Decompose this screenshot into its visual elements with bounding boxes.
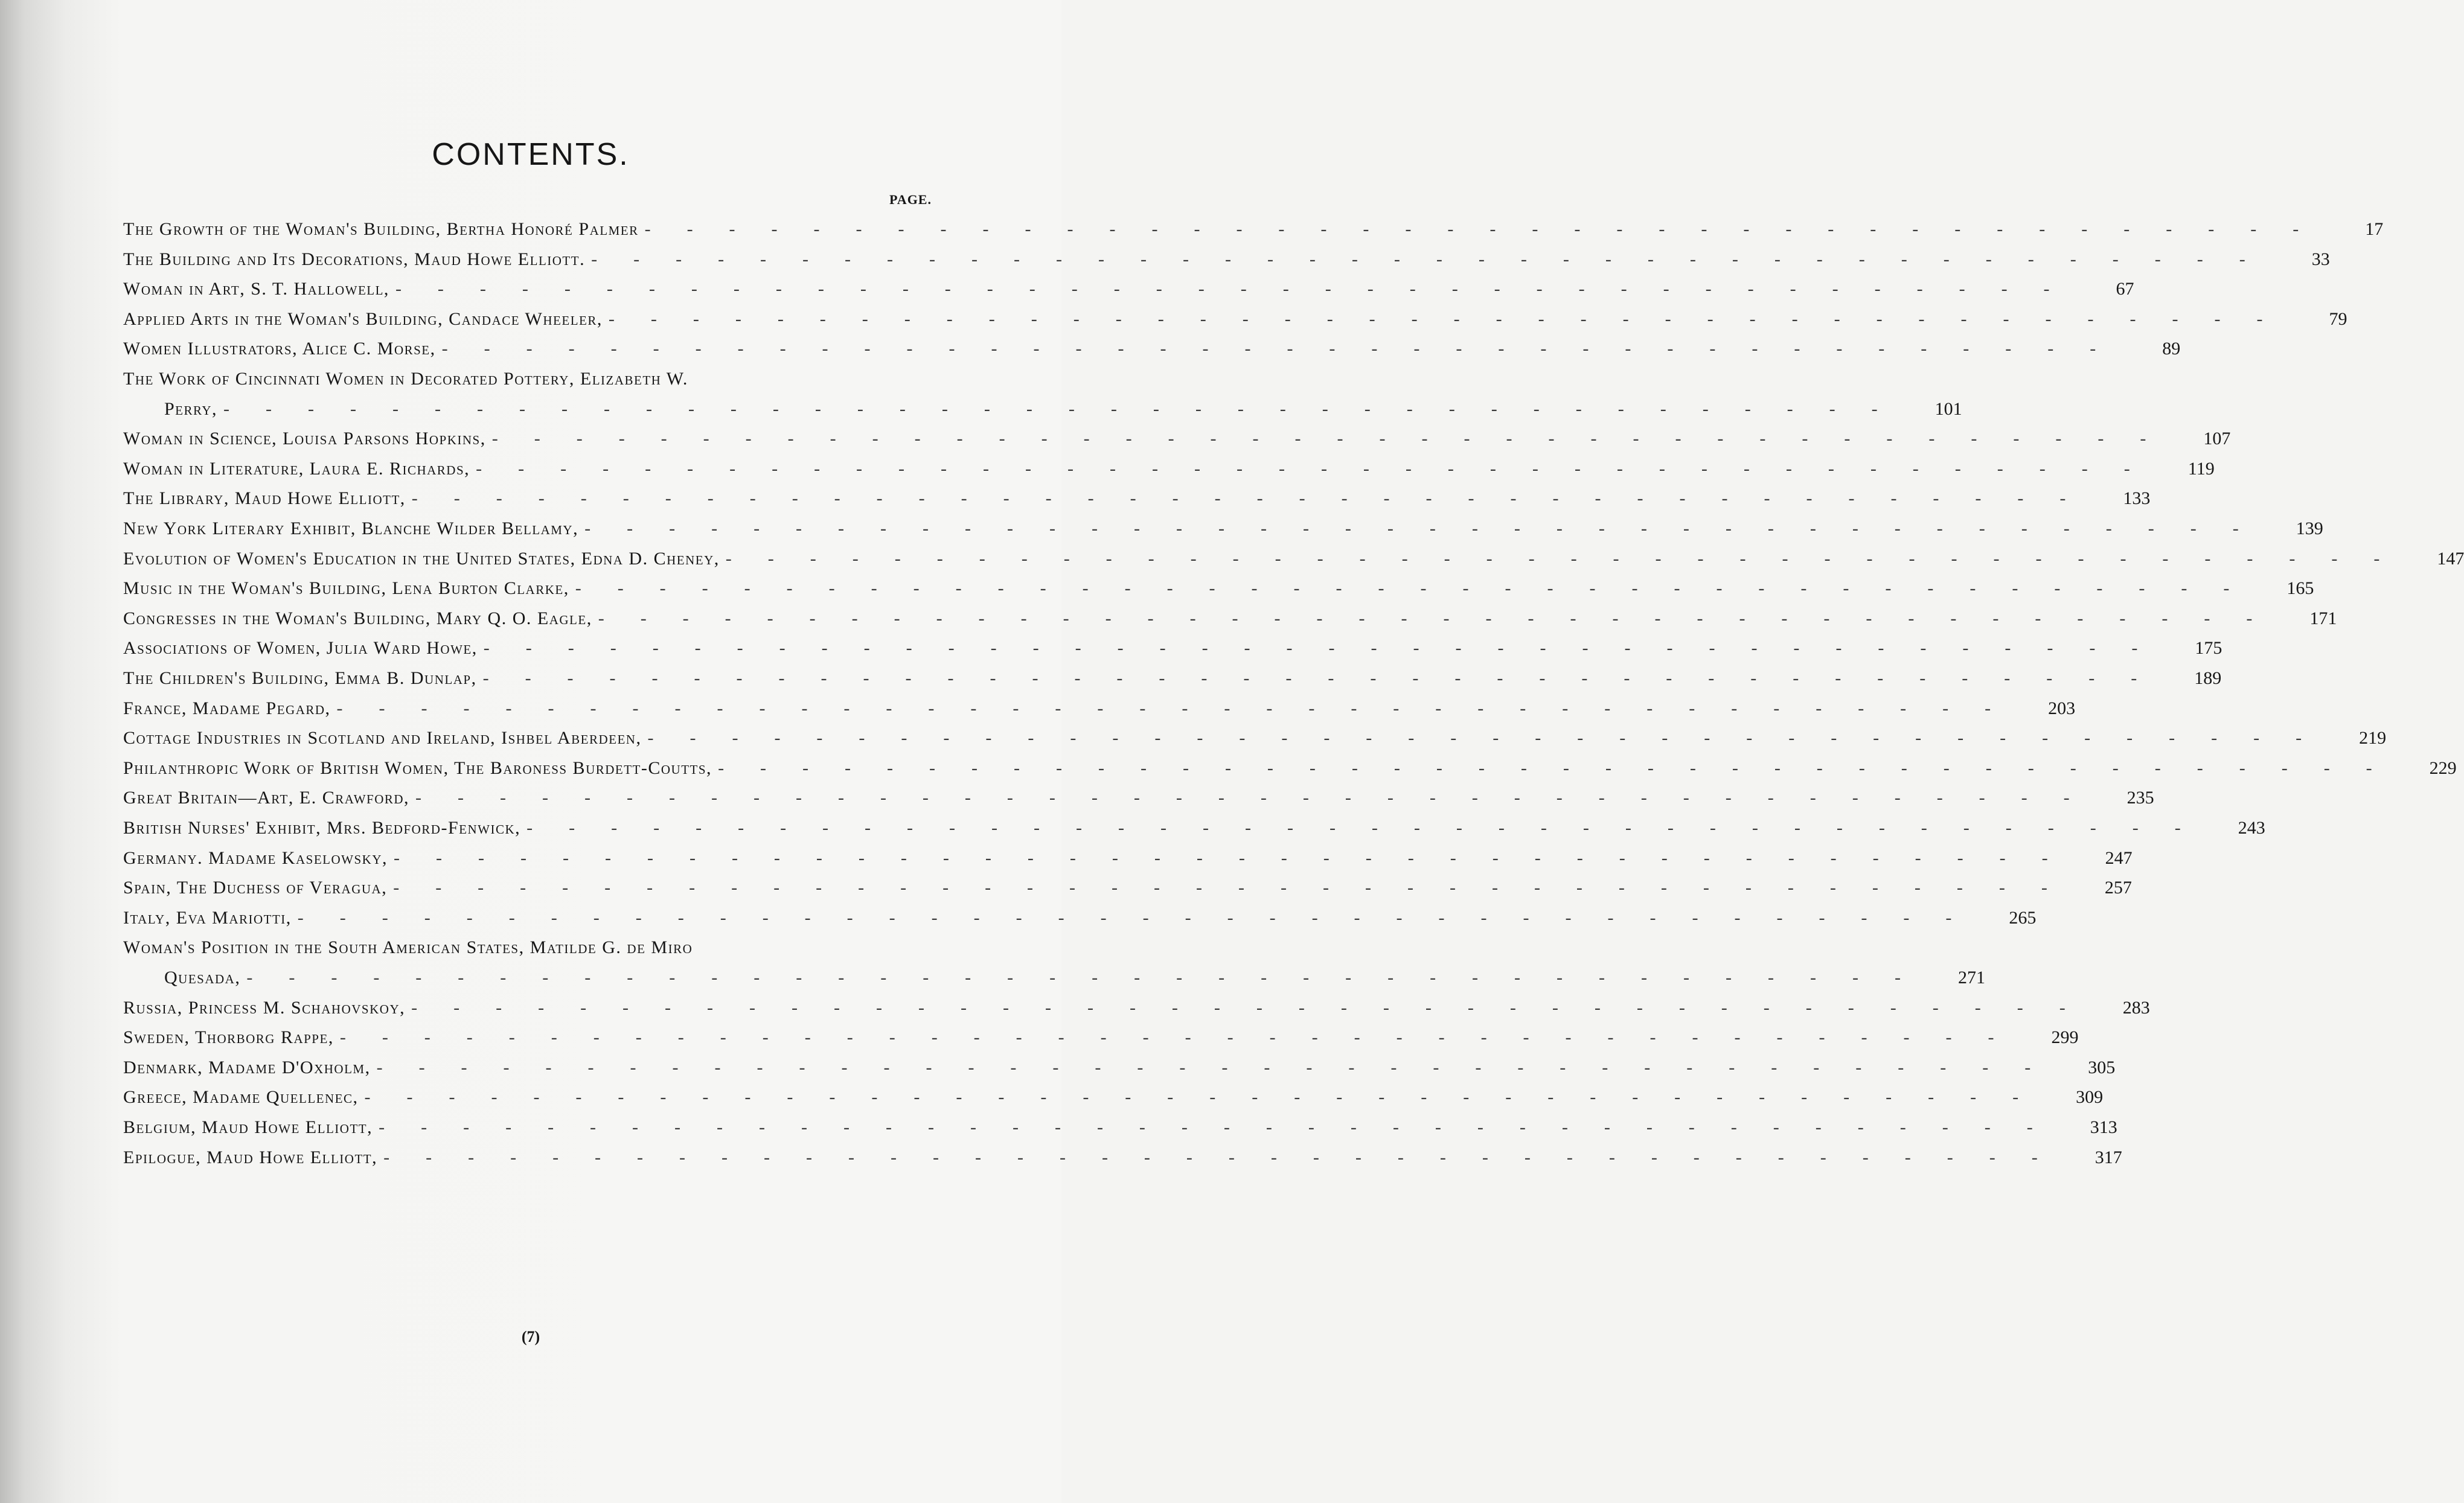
toc-page-number: 299 [2051, 1027, 2079, 1048]
toc-entry [123, 512, 2323, 541]
dot-leader: - - - - - - - - - - - - - - - - - - - - - - - - - - - - - - - - - - - - - - - - [411, 488, 2102, 509]
toc-entry-title: Cottage Industries in Scotland and Ireland, Ishbel Aberdeen, [123, 728, 642, 748]
toc-entry-title: Greece, Madame Quellenec, [123, 1087, 359, 1108]
toc-entry-continuation [164, 392, 1962, 421]
toc-entry [123, 662, 2222, 691]
toc-entry-title: Sweden, Thorborg Rappe, [123, 1027, 334, 1048]
dot-leader: - - - - - - - - - - - - - - - - - - - - - - - - - - - - - - - - - - - - - - - - [591, 249, 2282, 269]
toc-entry-title: New York Literary Exhibit, Blanche Wilder Bellamy, [123, 519, 579, 538]
toc-entry [123, 871, 2132, 900]
toc-page-number: 139 [2296, 519, 2323, 538]
toc-entry-title: Woman's Position in the South American States, Matilde G. de Miro [123, 937, 693, 958]
toc-entry [123, 631, 2222, 660]
toc-page-number: 229 [2429, 758, 2457, 778]
dot-leader: - - - - - - - - - - - - - - - - - - - - - - - - - - - - - - - - - - - - - - - - [441, 339, 2133, 359]
toc-entry [123, 272, 2134, 301]
toc-page-number: 271 [1957, 968, 1985, 988]
toc-entry [123, 1051, 2116, 1080]
toc-entry-title: Evolution of Women's Education in the United States, Edna D. Cheney, [123, 548, 720, 569]
toc-entry [123, 243, 2330, 272]
dot-leader: - - - - - - - - - - - - - - - - - - - - - - - - - - - - - - - - - - - - - - - - [411, 997, 2102, 1018]
toc-entry-title: Great Britain—Art, E. Crawford, [123, 788, 410, 808]
toc-page-number: 317 [2094, 1147, 2122, 1167]
toc-entry-title: Denmark, Madame D'Oxholm, [123, 1057, 371, 1077]
dot-leader: - - - - - - - - - - - - - - - - - - - - - - - - - - - - - - - - - - - - - - - - [297, 907, 1988, 928]
dot-leader: - - - - - - - - - - - - - - - - - - - - - - - - - - - - - - - - - - - - - - - - [339, 1027, 2030, 1048]
toc-entry-title: France, Madame Pegard, [123, 698, 331, 718]
toc-page-number: 89 [2162, 339, 2181, 359]
toc-entry-title: The Growth of the Woman's Building, Bertha Honoré Palmer [123, 219, 639, 239]
toc-entry [123, 931, 935, 960]
toc-entry [123, 602, 2337, 631]
page-number: (7) [521, 1328, 540, 1345]
toc-page-number: 17 [2365, 219, 2384, 239]
toc-entry-title: Woman in Science, Louisa Parsons Hopkins, [123, 429, 486, 449]
toc-entry-title: Woman in Literature, Laura E. Richards, [123, 458, 470, 479]
dot-leader: - - - - - - - - - - - - - - - - - - - - - - - - - - - - - - - - - - - - - - - - [476, 458, 2166, 479]
toc-entry [123, 901, 2037, 930]
toc-page-number: 147 [2437, 548, 2464, 569]
toc-page-number: 79 [2329, 308, 2347, 329]
toc-entry-title: Belgium, Maud Howe Elliott, [123, 1117, 373, 1137]
toc-entry [123, 1141, 2122, 1170]
toc-entry [123, 752, 2457, 780]
toc-entry-title: British Nurses' Exhibit, Mrs. Bedford-Fenwick, [123, 818, 521, 838]
toc-entry-title-continued: Perry, [164, 398, 218, 419]
contents-title: CONTENTS. [432, 137, 630, 172]
toc-entry-title: Applied Arts in the Woman's Building, Candace Wheeler, [123, 308, 603, 329]
toc-page-number: 33 [2311, 249, 2330, 269]
dot-leader: - - - - - - - - - - - - - - - - - - - - - - - - - - - - - - - - - - - - - - - - [415, 788, 2106, 808]
toc-page-number: 235 [2126, 788, 2154, 808]
toc-entry [123, 781, 2154, 810]
toc-entry [123, 841, 2133, 870]
toc-page-number: 67 [2116, 279, 2134, 299]
toc-entry-title: Epilogue, Maud Howe Elliott, [123, 1147, 378, 1167]
dot-leader: - - - - - - - - - - - - - - - - - - - - - - - - - - - - - - - - - - - - - - - - [394, 847, 2084, 868]
toc-entry-title-continued: Quesada, [164, 968, 241, 988]
toc-entry [123, 692, 2076, 721]
dot-leader: - - - - - - - - - - - - - - - - - - - - - - - - - - - - - - - - - - - - - - - - [336, 698, 2027, 718]
toc-page-number: 107 [2203, 429, 2231, 449]
toc-page-number: 309 [2076, 1087, 2104, 1108]
dot-leader: - - - - - - - - - - - - - - - - - - - - - - - - - - - - - - - - - - - - - - - - [246, 968, 1937, 988]
toc-page-number: 165 [2286, 578, 2314, 599]
dot-leader: - - - - - - - - - - - - - - - - - - - - - - - - - - - - - - - - - - - - - - - - [644, 219, 2335, 239]
toc-entry [123, 482, 2151, 511]
dot-leader: - - - - - - - - - - - - - - - - - - - - - - - - - - - - - - - - - - - - - - - - [718, 758, 2408, 778]
toc-entry [123, 721, 2387, 750]
toc-page-number: 101 [1934, 398, 1962, 419]
toc-page-number: 203 [2048, 698, 2076, 718]
toc-entry [123, 452, 2215, 481]
toc-entry [123, 212, 2384, 241]
toc-entry [123, 991, 2150, 1020]
toc-page-number: 243 [2238, 818, 2265, 838]
toc-entry [123, 332, 2181, 361]
toc-entry [123, 811, 2265, 840]
toc-page-number: 171 [2309, 608, 2337, 628]
toc-entry-title: Spain, The Duchess of Veragua, [123, 878, 388, 898]
dot-leader: - - - - - - - - - - - - - - - - - - - - - - - - - - - - - - - - - - - - - - - - [647, 728, 2338, 748]
dot-leader: - - - - - - - - - - - - - - - - - - - - - - - - - - - - - - - - - - - - - - - - [393, 878, 2084, 898]
dot-leader: - - - - - - - - - - - - - - - - - - - - - - - - - - - - - - - - - - - - - - - - [598, 608, 2289, 628]
toc-entry-title: Music in the Woman's Building, Lena Burton Clarke, [123, 578, 569, 599]
dot-leader: - - - - - - - - - - - - - - - - - - - - - - - - - - - - - - - - - - - - - - - - [383, 1147, 2074, 1167]
toc-entry-title: Associations of Women, Julia Ward Howe, [123, 638, 478, 659]
toc-entry-title: The Library, Maud Howe Elliott, [123, 488, 406, 509]
toc-page-number: 247 [2105, 847, 2133, 868]
dot-leader: - - - - - - - - - - - - - - - - - - - - - - - - - - - - - - - - - - - - - - - - [376, 1057, 2067, 1077]
toc-entry-title: Philanthropic Work of British Women, The Baroness Burdett-Coutts, [123, 758, 712, 778]
toc-page-number: 305 [2088, 1057, 2116, 1077]
dot-leader: - - - - - - - - - - - - - - - - - - - - - - - - - - - - - - - - - - - - - - - - [482, 668, 2174, 688]
toc-entry [123, 1111, 2117, 1140]
toc-entry [123, 542, 2464, 571]
dot-leader: - - - - - - - - - - - - - - - - - - - - - - - - - - - - - - - - - - - - - - - - [379, 1117, 2069, 1137]
toc-entry [123, 572, 2314, 601]
toc-page-number: 119 [2187, 458, 2215, 479]
dot-leader: - - - - - - - - - - - - - - - - - - - - - - - - - - - - - - - - - - - - - - - - [223, 398, 1914, 419]
toc-entry-continuation [164, 961, 1985, 990]
dot-leader: - - - - - - - - - - - - - - - - - - - - - - - - - - - - - - - - - - - - - - - - [584, 519, 2275, 538]
toc-entry-title: Italy, Eva Mariotti, [123, 907, 292, 928]
toc-page-number: 219 [2359, 728, 2387, 748]
toc-entry [123, 302, 2347, 331]
dot-leader: - - - - - - - - - - - - - - - - - - - - - - - - - - - - - - - - - - - - - - - - [526, 818, 2217, 838]
toc-entry [123, 422, 2231, 451]
toc-entry-title: The Work of Cincinnati Women in Decorated Pottery, Elizabeth W. [123, 369, 688, 389]
toc-entry-title: Germany. Madame Kaselowsky, [123, 847, 388, 868]
toc-entry [123, 1080, 2104, 1109]
toc-entry-title: Congresses in the Woman's Building, Mary Q. O. Eagle, [123, 608, 592, 628]
dot-leader: - - - - - - - - - - - - - - - - - - - - - - - - - - - - - - - - - - - - - - - - [575, 578, 2266, 599]
toc-entry-title: Woman in Art, S. T. Hallowell, [123, 279, 389, 299]
toc-page-number: 265 [2009, 907, 2037, 928]
dot-leader: - - - - - - - - - - - - - - - - - - - - - - - - - - - - - - - - - - - - - - - - [608, 308, 2299, 329]
dot-leader: - - - - - - - - - - - - - - - - - - - - - - - - - - - - - - - - - - - - - - - - [491, 429, 2183, 449]
dot-leader: - - - - - - - - - - - - - - - - - - - - - - - - - - - - - - - - - - - - - - - - [364, 1087, 2055, 1108]
page-column-label: PAGE. [889, 192, 932, 207]
dot-leader: - - - - - - - - - - - - - - - - - - - - - - - - - - - - - - - - - - - - - - - - [483, 638, 2174, 659]
toc-entry-title: The Building and Its Decorations, Maud Howe Elliott. [123, 249, 586, 269]
dot-leader: - - - - - - - - - - - - - - - - - - - - - - - - - - - - - - - - - - - - - - - - [725, 548, 2416, 569]
toc-page-number: 133 [2123, 488, 2151, 509]
toc-page-number: 189 [2194, 668, 2222, 688]
toc-entry-title: Russia, Princess M. Schahovskoy, [123, 997, 406, 1018]
toc-page-number: 257 [2104, 878, 2132, 898]
toc-page-number: 313 [2090, 1117, 2117, 1137]
toc-entry-title: Women Illustrators, Alice C. Morse, [123, 339, 436, 359]
toc-entry-title: The Children's Building, Emma B. Dunlap, [123, 668, 477, 688]
toc-page-number: 175 [2195, 638, 2222, 659]
dot-leader: - - - - - - - - - - - - - - - - - - - - - - - - - - - - - - - - - - - - - - - - [395, 279, 2086, 299]
toc-entry [123, 362, 935, 391]
toc-entry [123, 1021, 2079, 1050]
toc-page-number: 283 [2122, 997, 2150, 1018]
